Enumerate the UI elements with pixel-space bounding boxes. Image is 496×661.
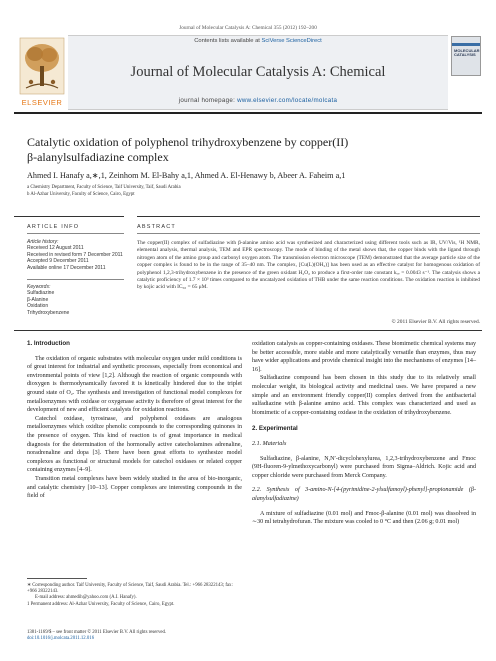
intro-paragraph-3: Transition metal complexes have been widely studied in the area of bio-inorganic, and catalytic chemistry [10–13]. Copper complexes are interesting compounds in the field of bbox=[27, 475, 242, 500]
abstract-subrule bbox=[137, 233, 480, 234]
journal-title: Journal of Molecular Catalysis A: Chemical bbox=[130, 64, 386, 80]
footnote-rule bbox=[27, 578, 87, 579]
doi-link[interactable]: doi:10.1016/j.molcata.2011.12.016 bbox=[27, 636, 95, 642]
article-title: Catalytic oxidation of polyphenol trihydroxybenzene by copper(II) β-alanylsulfadiazine complex bbox=[27, 135, 349, 164]
front-matter bbox=[27, 630, 242, 642]
introduction-heading: 1. Introduction bbox=[27, 340, 70, 347]
experimental-heading: 2. Experimental bbox=[252, 425, 298, 433]
journal-cover-thumbnail bbox=[451, 36, 481, 76]
abstract-copyright: © 2011 Elsevier B.V. All rights reserved. bbox=[391, 319, 480, 325]
article-history: Article history: Received 12 August 2011 Received in revised form 7 December 2011 Accepted 9 December 2011 Available online 17 December 2011 bbox=[27, 239, 123, 271]
issn-line: 1381-1169/$ – see front matter © 2011 Elsevier B.V. All rights reserved. bbox=[27, 630, 167, 635]
homepage-prefix: journal homepage: bbox=[178, 97, 236, 104]
intro-paragraph-1: The oxidation of organic substrates with molecular oxygen under mild conditions is of great interest for industrial and synthetic processes, especially from economical and environmental points of view [1,2]. Although the reaction of organic compounds with dioxygen is thermodynamically favored it is kinetically hindered due to the triplet ground state of O₂. The synthesis and investigation of functional model complexes for metalloenzymes with oxidase or oxygenase activity is therefore of great interest for the development of new and efficient catalysts for oxidation reactions. bbox=[27, 355, 242, 414]
right-column bbox=[252, 340, 476, 527]
affiliation-b: b Al-Azhar University, Faculty of Science, Cairo, Egypt bbox=[27, 192, 135, 197]
right-paragraph-2: Sulfadiazine compound has been chosen in this study due to its relatively small molecular weight, its biological activity and medicinal uses. We have prepared a new simple and an environment friendly copper(II) complex derived from the antibacterial sulfadiazine with β-alanine amino acid. This complex was characterized and used as biomimetic of a copper-containing oxidase in the oxidation of trihydroxybenzene. bbox=[252, 375, 476, 416]
article-info-rule bbox=[14, 216, 124, 217]
contents-line bbox=[68, 38, 448, 44]
abstract-text: The copper(II) complex of sulfadiazine with β-alanine amino acid was synthesized and characterized using different tools such as IR, UV/Vis, ¹H NMR, elemental analysis, thermal analysis, TEM and EPR spectroscopy. The mode of binding of the metal shows that, the copper binds with the ligand through nitrogen atom of the amino group and carbonyl oxygen atom. The transmission electron microscope (TEM) demonstrated that the average particle size of the copper complex is found to be in the range of 35–40 nm. The complex, [Cu(L)(OH₂)] has been used as an effective catalyst for homogenous oxidation of polyphenol 1,2,3-trihydroxybenzene in the presence of the green oxidant H₂O₂ to produce a first-order rate constant kₒₑ = 0.0043 s⁻¹. The catalysis shows a catalytic proficiency of 1.7 × 10³ times compared to the uncatalyzed oxidation of THB under the same reaction conditions. The oxidation reaction is inhibited by kojic acid with IC₅₀ = 65 μM. bbox=[137, 240, 480, 291]
elsevier-wordmark: ELSEVIER bbox=[21, 98, 63, 107]
left-column bbox=[27, 340, 242, 501]
keywords: Keywords: Sulfadiazine β-Alanine Oxidation Trihydroxybenzene bbox=[27, 284, 70, 316]
sciencedirect-link[interactable]: SciVerse ScienceDirect bbox=[261, 38, 322, 44]
abstract-rule bbox=[137, 216, 480, 217]
synthesis-paragraph: A mixture of sulfadiazine (0.01 mol) and Fmoc-β-alanine (0.01 mol) was dissolved in ∼30 ml tetrahydrofuran. The mixture was cooled to 0 °C and then (2.06 g; 0.01 mol) bbox=[252, 510, 476, 526]
cover-title: MOLECULAR CATALYSIS bbox=[454, 48, 480, 57]
article-info-subrule bbox=[27, 233, 124, 234]
materials-heading: 2.1. Materials bbox=[252, 440, 287, 447]
author-list: Ahmed I. Hanafy a,∗,1, Zeinhom M. El-Bahy a,1, Ahmed A. El-Henawy b, Abeer A. Faheim a,1 bbox=[27, 171, 346, 180]
abstract-bottom-rule bbox=[14, 330, 482, 331]
footnote-email[interactable]: E-mail address: ahmedih@yahoo.com (A.I. Hanafy). bbox=[35, 595, 137, 601]
footnote-permanent-address: 1 Permanent address: Al-Azhar University, Faculty of Science, Cairo, Egypt. bbox=[27, 601, 175, 607]
homepage-link[interactable]: www.elsevier.com/locate/molcata bbox=[237, 97, 338, 104]
keywords-rule bbox=[27, 279, 124, 280]
journal-homepage bbox=[68, 97, 448, 104]
synthesis-heading: 2.2. Synthesis of 3-amino-N-[4-(pyrimidine-2-ylsulfamoyl)-phenyl]-propionamide (β-alanylsulfadiazine) bbox=[252, 487, 476, 502]
header-rule bbox=[14, 112, 482, 114]
footnote-corresponding: ∗ Corresponding author. Taif University, Faculty of Science, Taif, Saudi Arabia. Tel.: +966 28322143; fax: +966 28322143. bbox=[27, 583, 233, 595]
article-info-heading: ARTICLE INFO bbox=[27, 224, 80, 230]
contents-prefix: Contents lists available at bbox=[194, 38, 260, 44]
right-paragraph-1: oxidation catalysis as copper-containing oxidases. These biomimetic chemical systems may be better accessible, more stable and more catalytically versatile than enzymes, thus may have wider applications and provide chemical insight into the mechanisms of enzymes [14–16]. bbox=[252, 341, 476, 373]
affiliation-a: a Chemistry Department, Faculty of Science, Taif University, Taif, Saudi Arabia bbox=[27, 185, 181, 190]
materials-paragraph: Sulfadiazine, β-alanine, N,N′-dicyclohexylurea, 1,2,3-trihydroxybenzene and Fmoc (9H-fluoren-9-ylmethoxycarbonyl) were purchased from Sigma–Aldrich. Kojic acid and copper chloride were purchased from Merck Company. bbox=[252, 455, 476, 479]
footnotes bbox=[27, 583, 242, 608]
elsevier-logo bbox=[18, 36, 66, 110]
intro-paragraph-2: Catechol oxidase, tyrosinase, and polyphenol oxidases are analogous metalloenzymes which oxidize phenolic compounds to the corresponding quinones in the presence of oxygen. This kind of reaction is of great importance in medical diagnosis for the determination of the hormonally active catecholamines adrenaline, noradrenaline and dopa [3]. There have been great efforts to synthesize model complexes as functional or structural models for catechol oxidases or related copper containing enzymes [4–9]. bbox=[27, 415, 242, 474]
journal-citation: Journal of Molecular Catalysis A: Chemical 355 (2012) 192–200 bbox=[179, 25, 317, 31]
abstract-heading: ABSTRACT bbox=[137, 224, 176, 230]
